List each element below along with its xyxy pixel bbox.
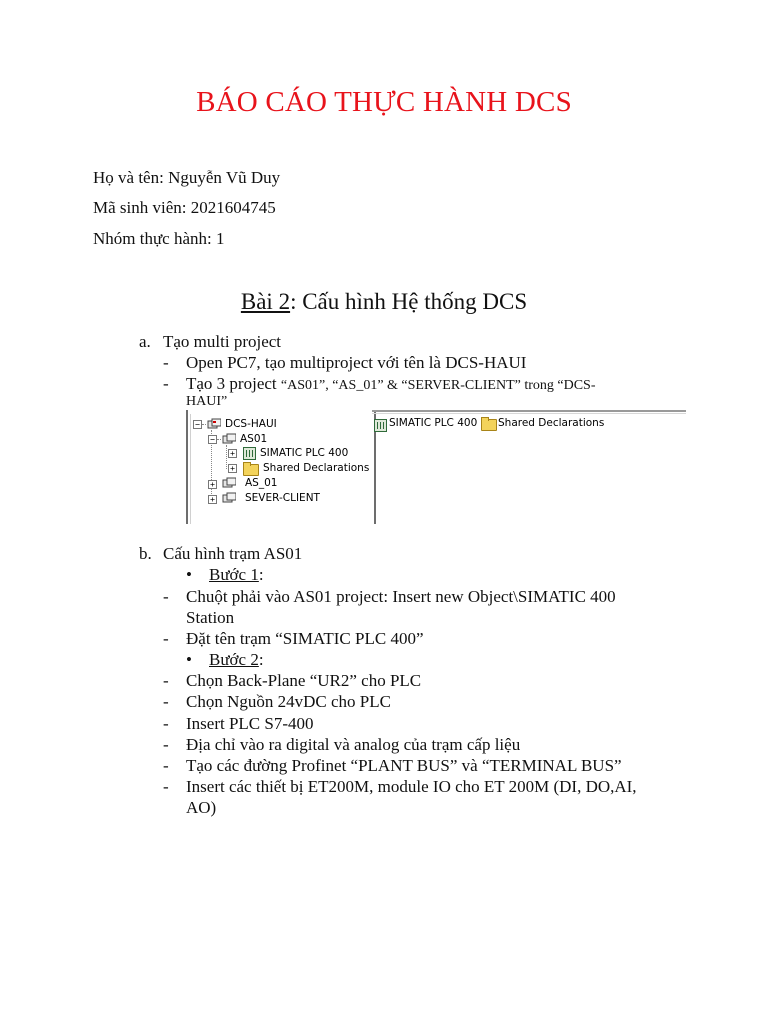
- expand-toggle[interactable]: +: [208, 480, 217, 489]
- list-item-continued: HAUI”: [186, 394, 228, 409]
- list-item: [186, 373, 596, 396]
- exercise-title: : Cấu hình Hệ thống DCS: [290, 289, 528, 314]
- list-item: Chọn Back-Plane “UR2” cho PLC: [186, 671, 422, 690]
- dash-marker: -: [163, 756, 169, 775]
- section-b-label: Cấu hình trạm AS01: [163, 544, 303, 563]
- student-name: Họ và tên: Nguyễn Vũ Duy: [93, 168, 281, 187]
- step-label: Bước 2:: [209, 650, 264, 669]
- list-item: Insert các thiết bị ET200M, module IO cho ET 200M (DI, DO,AI,: [186, 777, 637, 796]
- folder-icon: [243, 464, 259, 476]
- dash-marker: -: [163, 374, 169, 393]
- list-item: Đặt tên trạm “SIMATIC PLC 400”: [186, 629, 424, 648]
- multiproject-icon: [207, 418, 221, 429]
- list-item-prefix: Tạo 3 project: [186, 374, 281, 393]
- section-a-marker: a.: [139, 332, 151, 351]
- collapse-toggle[interactable]: −: [208, 435, 217, 444]
- list-item: Địa chỉ vào ra digital và analog của trạm cấp liệu: [186, 735, 521, 754]
- list-item: Tạo các đường Profinet “PLANT BUS” và “TERMINAL BUS”: [186, 756, 622, 775]
- tree-node-simatic-plc[interactable]: SIMATIC PLC 400: [260, 447, 349, 459]
- content-item-shared-declarations[interactable]: Shared Declarations: [498, 417, 605, 429]
- section-a-label: Tạo multi project: [163, 332, 282, 351]
- exercise-number: Bài 2: [240, 289, 291, 314]
- simatic-station-icon: [243, 447, 256, 460]
- tree-node-sever-client[interactable]: SEVER-CLIENT: [245, 492, 320, 504]
- list-item-rest: “AS01”, “AS_01” & “SERVER-CLIENT” trong “DCS-: [280, 378, 596, 393]
- tree-node-shared-declarations[interactable]: Shared Declarations: [263, 462, 370, 474]
- list-item: Open PC7, tạo multiproject với tên là DCS-HAUI: [186, 353, 527, 372]
- dash-marker: -: [163, 692, 169, 711]
- dash-marker: -: [163, 714, 169, 733]
- list-item-continued: AO): [186, 798, 217, 817]
- dash-marker: -: [163, 629, 169, 648]
- section-b-marker: b.: [139, 544, 152, 563]
- dash-marker: -: [163, 353, 169, 372]
- expand-toggle[interactable]: +: [228, 449, 237, 458]
- dash-marker: -: [163, 777, 169, 796]
- project-icon: [222, 492, 236, 503]
- step-label: Bước 1:: [209, 565, 264, 584]
- document-title: BÁO CÁO THỰC HÀNH DCS: [196, 86, 572, 118]
- dash-marker: -: [163, 735, 169, 754]
- list-item: Insert PLC S7-400: [186, 714, 314, 733]
- simatic-station-icon: [374, 419, 387, 432]
- list-item-continued: Station: [186, 608, 235, 627]
- expand-toggle[interactable]: +: [228, 464, 237, 473]
- dash-marker: -: [163, 671, 169, 690]
- expand-toggle[interactable]: +: [208, 495, 217, 504]
- bullet-marker: •: [186, 650, 192, 669]
- student-id: Mã sinh viên: 2021604745: [93, 198, 276, 217]
- tree-node-as01[interactable]: AS01: [240, 433, 268, 445]
- list-item: Chọn Nguồn 24vDC cho PLC: [186, 692, 391, 711]
- simatic-tree-screenshot: [186, 410, 686, 524]
- exercise-heading: [0, 289, 768, 315]
- tree-node-as-01[interactable]: AS_01: [245, 477, 278, 489]
- content-item-simatic-plc[interactable]: SIMATIC PLC 400: [389, 417, 478, 429]
- collapse-toggle[interactable]: −: [193, 420, 202, 429]
- dash-marker: -: [163, 587, 169, 606]
- folder-icon: [481, 419, 497, 431]
- project-icon: [222, 433, 236, 444]
- project-icon: [222, 477, 236, 488]
- step-2-label: Bước 2: [209, 650, 259, 669]
- step-1-label: Bước 1: [209, 565, 259, 584]
- list-item: Chuột phải vào AS01 project: Insert new Object\SIMATIC 400: [186, 587, 616, 606]
- practice-group: Nhóm thực hành: 1: [93, 229, 225, 248]
- tree-node-dcs-haui[interactable]: DCS-HAUI: [225, 418, 277, 430]
- bullet-marker: •: [186, 565, 192, 584]
